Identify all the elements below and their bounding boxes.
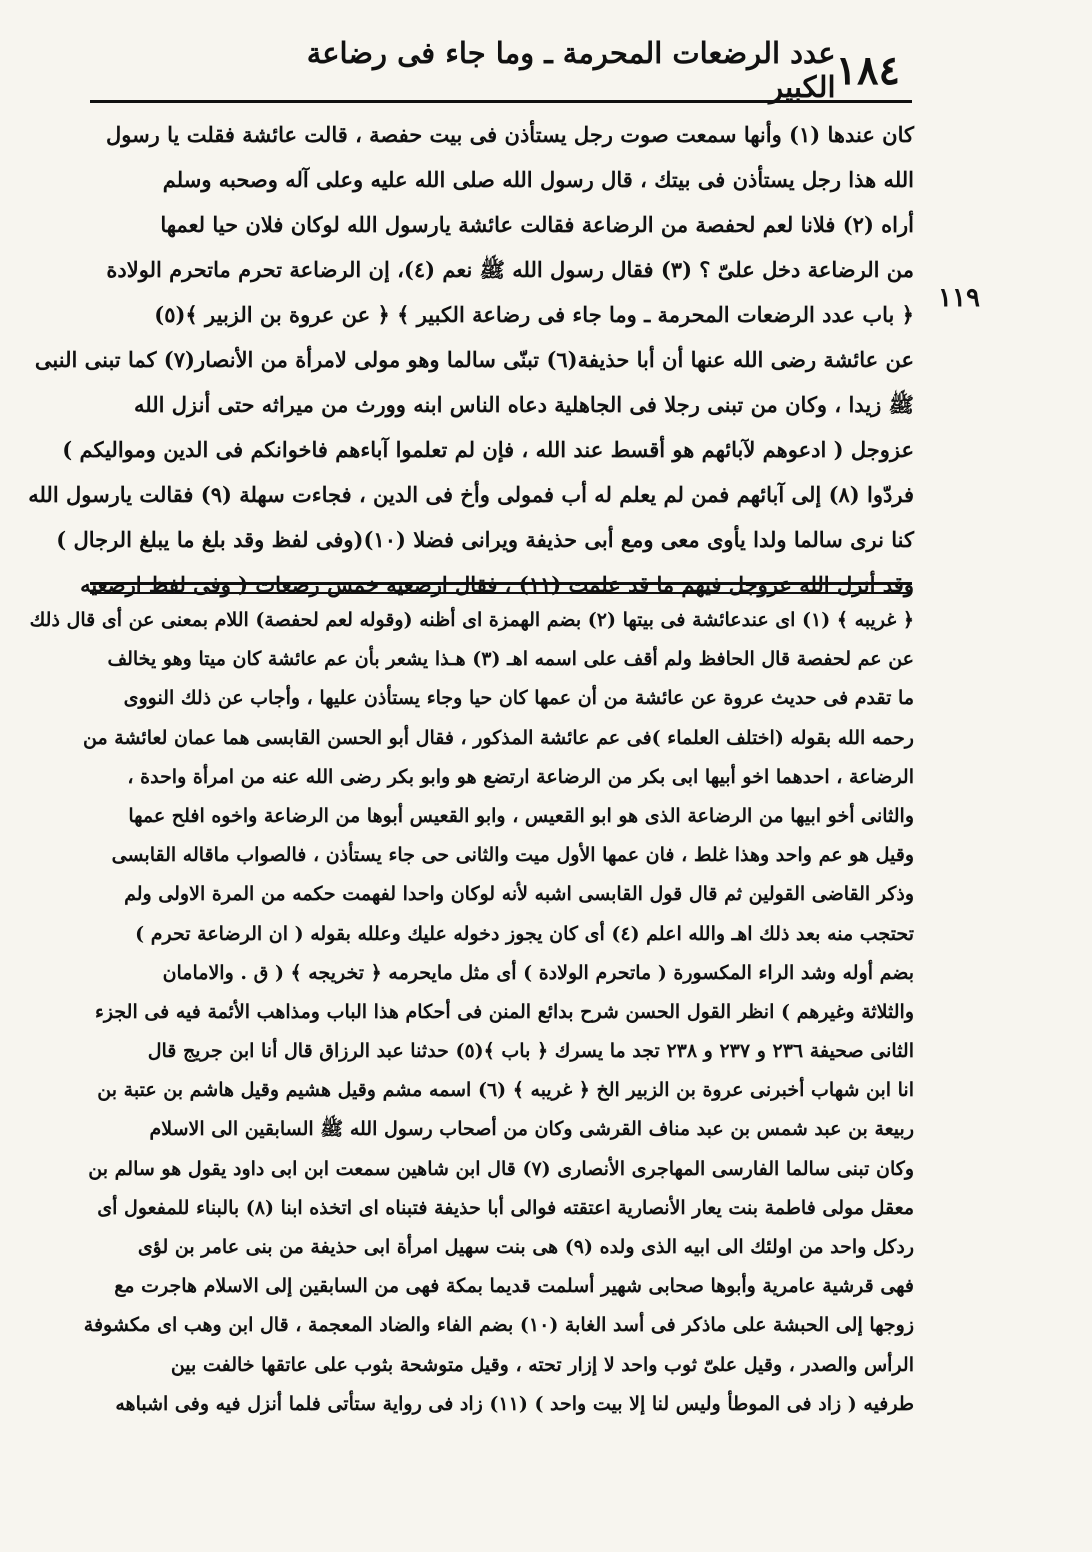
footnote-line: والثلاثة وغيرهم ) انظر القول الحسن شرح بدائع المنن فى أحكام هذا الباب ومذاهب الأئمة فيه فى الجزء [94, 1000, 914, 1023]
footnote-line: وكان تبنى سالما الفارسى المهاجرى الأنصارى (٧) قال ابن شاهين سمعت ابن ابى داود يقول هو سالم بن [88, 1157, 914, 1180]
footnote-line: رحمه الله بقوله (اختلف العلماء )فى عم عائشة المذكور ، فقال أبو الحسن القابسى هما عمان لعائشة من [83, 726, 914, 749]
footnote-line: ما تقدم فى حديث عروة عن عائشة من أن عمها كان حيا وجاء يستأذن عليها ، وأجاب عن ذلك النووى [123, 687, 914, 710]
main-text [28, 112, 914, 607]
footnote-line: وقيل هو عم واحد وهذا غلط ، فان عمها الأول ميت والثانى حى جاء يستأذن ، فالصواب ماقاله القابسى [111, 844, 914, 867]
footnote-line: الرضاعة ، احدهما اخو أبيها ابى بكر من الرضاعة ارتضع هو وابو بكر رضى الله عنه من امرأة واحدة ، [127, 765, 914, 788]
footnote-line: الثانى صحيفة ٢٣٦ و ٢٣٧ و ٢٣٨ تجد ما يسرك ﴿ باب ﴾(٥) حدثنا عبد الرزاق قال أنا ابن جريج قال [147, 1040, 914, 1063]
main-text-line: عزوجل ( ادعوهم لآبائهم هو أقسط عند الله ، فإن لم تعلموا آباءهم فاخوانكم فى الدين ومواليكم ) [62, 437, 914, 462]
footnote-line: والثانى أخو ابيها من الرضاعة الذى هو ابو القعيس ، وابو القعيس أبوها من الرضاعة واخوه افلح عمها [128, 804, 914, 827]
page-number: ١٨٤ [835, 46, 900, 94]
main-text-line: عن عائشة رضى الله عنها أن أبا حذيفة(٦) تبنّى سالما وهو مولى لامرأة من الأنصار(٧) كما تبنى النبى [34, 347, 914, 372]
notes-separator-rule [90, 582, 912, 585]
footnotes [29, 601, 914, 1424]
running-title: عدد الرضعات المحرمة ـ وما جاء فى رضاعة الكبير [306, 36, 836, 104]
header-rule [90, 100, 912, 103]
main-text-line: كان عندها (١) وأنها سمعت صوت رجل يستأذن فى بيت حفصة ، قالت عائشة فقلت يا رسول [105, 122, 914, 147]
notes-separator-rule-2 [90, 592, 912, 594]
footnote-line: تحتجب منه بعد ذلك اهـ والله اعلم (٤) أى كان يجوز دخوله عليك وعلله بقوله ( ان الرضاعة تحرم ) [135, 922, 914, 945]
main-text-line: من الرضاعة دخل علىّ ؟ (٣) فقال رسول الله ﷺ نعم (٤)، إن الرضاعة تحرم ماتحرم الولادة [106, 257, 914, 282]
page-header [250, 36, 900, 104]
footnote-line: ردكل واحد من اولئك الى ابيه الذى ولده (٩) هى بنت سهيل امرأة ابى حذيفة من بنى عامر بن لؤى [137, 1236, 914, 1258]
main-text-line: الله هذا رجل يستأذن فى بيتك ، قال رسول الله صلى الله عليه وعلى آله وصحبه وسلم [162, 167, 914, 192]
footnote-line: طرفيه ( زاد فى الموطأ وليس لنا إلا بيت واحد ) (١١) زاد فى رواية ستأتى فلما أنزل فيه وفى اشباهه [115, 1392, 914, 1415]
hadith-number: ١١٩ [938, 283, 980, 313]
footnote-line: بضم أوله وشد الراء المكسورة ( ماتحرم الولادة ) أى مثل مايحرمه ﴿ تخريجه ﴾ ( ق . والامامان [162, 961, 914, 984]
footnote-line: معقل مولى فاطمة بنت يعار الأنصارية اعتقته فوالى أبا حذيفة فتبناه اى اتخذه ابنا (٨) بالبناء للمفعول أى [97, 1196, 914, 1219]
footnote-line: انا ابن شهاب أخبرنى عروة بن الزبير الخ ﴿ غريبه ﴾ (٦) اسمه مشم وقيل هشيم وقيل هاشم بن عتبة بن [97, 1079, 914, 1102]
footnote-line: زوجها إلى الحبشة على ماذكر فى أسد الغابة (١٠) بضم الفاء والضاد المعجمة ، قال ابن وهب اى مكشوفة [83, 1314, 914, 1337]
footnote-line: وذكر القاضى القولين ثم قال قول القابسى اشبه لأنه لوكان واحدا لفهمت حكمه من المرة الاولى ولم [124, 883, 914, 906]
footnote-line: ربيعة بن عبد شمس بن عبد مناف القرشى وكان من أصحاب رسول الله ﷺ السابقين الى الاسلام [149, 1118, 914, 1141]
main-text-line: ﷺ زيدا ، وكان من تبنى رجلا فى الجاهلية دعاه الناس ابنه وورث من ميراثه حتى أنزل الله [134, 392, 914, 417]
main-text-line: وقد أنزل الله عزوجل فيهم ما قد علمت (١١) ، فقال ارضعيه خمس رضعات ( وفى لفظ ارضعيه [80, 572, 914, 597]
footnote-line: عن عم لحفصة قال الحافظ ولم أقف على اسمه اهـ (٣) هـذا يشعر بأن عم عائشة كان ميتا وهو يخالف [107, 648, 914, 671]
main-text-line: أراه (٢) فلانا لعم لحفصة من الرضاعة فقالت عائشة يارسول الله لوكان فلان حيا لعمها [160, 212, 914, 237]
main-text-line: كنا نرى سالما ولدا يأوى معى ومع أبى حذيفة ويرانى فضلا (١٠)(وفى لفظ وقد بلغ ما يبلغ الرجال ) [56, 527, 914, 552]
main-text-line: فردّوا (٨) إلى آبائهم فمن لم يعلم له أب فمولى وأخ فى الدين ، فجاءت سهلة (٩) فقالت يارسول الله [28, 482, 914, 507]
footnote-line: فهى قرشية عامرية وأبوها صحابى شهير أسلمت قديما بمكة فهى من السابقين إلى الاسلام هاجرت مع [114, 1275, 914, 1298]
footnote-line: الرأس والصدر ، وقيل علىّ ثوب واحد لا إزار تحته ، وقيل متوشحة بثوب على عاتقها خالفت بين [170, 1353, 914, 1376]
footnote-line: ﴿ غريبه ﴾ (١) اى عندعائشة فى بيتها (٢) بضم الهمزة اى أظنه (وقوله لعم لحفصة) اللام بمعنى عن أى قال ذلك [29, 609, 914, 631]
main-text-line: ﴿ باب عدد الرضعات المحرمة ـ وما جاء فى رضاعة الكبير ﴾ ﴿ عن عروة بن الزبير ﴾(٥) [154, 302, 914, 327]
